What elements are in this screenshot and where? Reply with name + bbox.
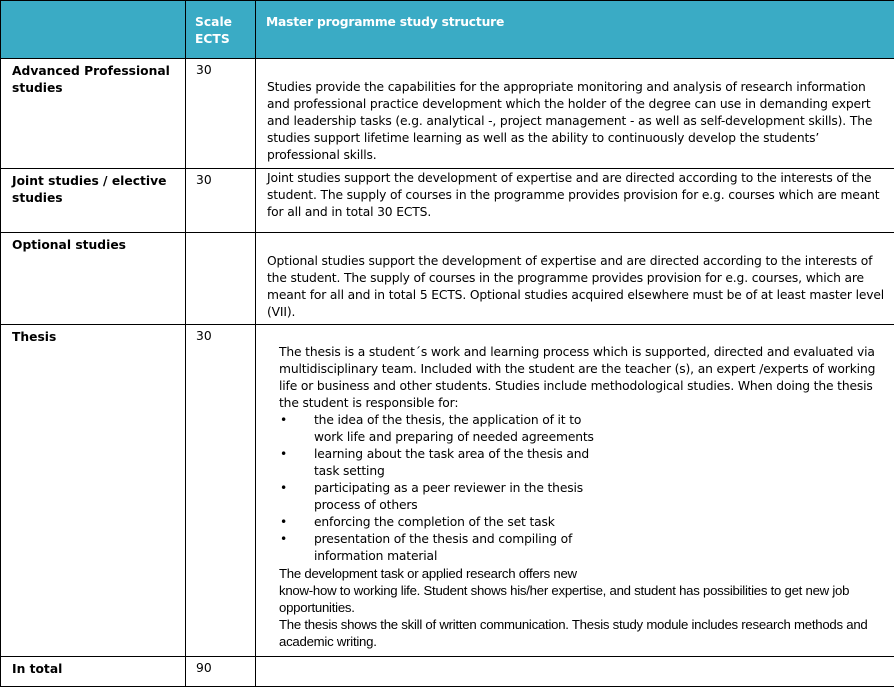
row-description-cell — [256, 233, 894, 325]
header-cell-structure — [256, 1, 894, 59]
table-row — [1, 233, 894, 325]
study-name: Joint studies / elective studies — [1, 169, 185, 207]
ects-value — [186, 233, 255, 236]
row-ects-cell — [186, 233, 256, 325]
table-row — [1, 169, 894, 233]
thesis-outro-3: The thesis shows the skill of written communication. Thesis study module includes research methods and academic writing. — [279, 616, 890, 650]
bullet-icon: • — [280, 412, 287, 429]
ects-value: 30 — [186, 325, 255, 345]
list-item: • participating as a peer reviewer in the thesis process of others — [279, 480, 614, 514]
row-name-cell — [1, 59, 186, 169]
list-item: • learning about the task area of the thesis and task setting — [279, 446, 614, 480]
bullet-icon: • — [280, 531, 287, 548]
bullet-icon: • — [280, 514, 287, 531]
study-description: Studies provide the capabilities for the appropriate monitoring and analysis of research information and professional practice development which the holder of the degree can use in demanding expert and leadership tasks (e.g. analytical -, project management - as well as self-development skills). The studies support lifetime learning as well as the ability to continuously develop the students’ professional skills. — [256, 59, 894, 164]
row-ects-cell — [186, 59, 256, 169]
table-header-row — [1, 1, 894, 59]
thesis-description — [256, 325, 894, 650]
row-ects-cell — [186, 325, 256, 657]
row-name-cell — [1, 233, 186, 325]
study-name: Advanced Professional studies — [1, 59, 185, 97]
bullet-icon: • — [280, 480, 287, 497]
row-name-cell — [1, 325, 186, 657]
total-name-cell — [1, 657, 186, 687]
list-item: • enforcing the completion of the set task — [279, 514, 614, 531]
ects-value: 30 — [186, 59, 255, 79]
header-scale-label: Scale — [195, 14, 247, 31]
list-item: • the idea of the thesis, the application of it to work life and preparing of needed agreements — [279, 412, 614, 446]
list-item: • presentation of the thesis and compiling of information material — [279, 531, 614, 565]
row-description-cell — [256, 59, 894, 169]
total-row — [1, 657, 894, 687]
study-name: Optional studies — [1, 233, 185, 254]
thesis-responsibilities-list — [279, 412, 890, 565]
table-row — [1, 59, 894, 169]
row-ects-cell — [186, 169, 256, 233]
thesis-intro: The thesis is a student´s work and learning process which is supported, directed and evaluated via multidisciplinary team. Included with the student are the teacher (s), an expert /experts of working life or business and other students. Studies include methodological studies. When doing the thesis the student is responsible for: — [279, 344, 890, 412]
thesis-outro-2: know-how to working life. Student shows his/her expertise, and student has possibilities to get new job opportunities. — [279, 582, 890, 616]
header-cell-empty — [1, 1, 186, 59]
header-structure-label: Master programme study structure — [256, 1, 894, 31]
row-name-cell — [1, 169, 186, 233]
row-description-cell — [256, 325, 894, 657]
total-description-cell — [256, 657, 894, 687]
header-cell-scale-ects — [186, 1, 256, 59]
total-ects-value: 90 — [186, 657, 255, 677]
study-name: Thesis — [1, 325, 185, 346]
total-ects-cell — [186, 657, 256, 687]
bullet-icon: • — [280, 446, 287, 463]
header-ects-label: ECTS — [195, 31, 247, 48]
study-description: Joint studies support the development of expertise and are directed according to the interests of the student. The supply of courses in the programme provides provision for e.g. courses which are meant for all and in total 30 ECTS. — [256, 169, 894, 221]
ects-value: 30 — [186, 169, 255, 189]
table-row — [1, 325, 894, 657]
row-description-cell — [256, 169, 894, 233]
total-label: In total — [1, 657, 185, 678]
thesis-outro-1: The development task or applied research offers new — [279, 565, 890, 582]
study-description: Optional studies support the development of expertise and are directed according to the interests of the student. The supply of courses in the programme provides provision for e.g. courses, which are meant for all and in total 5 ECTS. Optional studies acquired elsewhere must be of at least master level (VII). — [256, 233, 894, 321]
